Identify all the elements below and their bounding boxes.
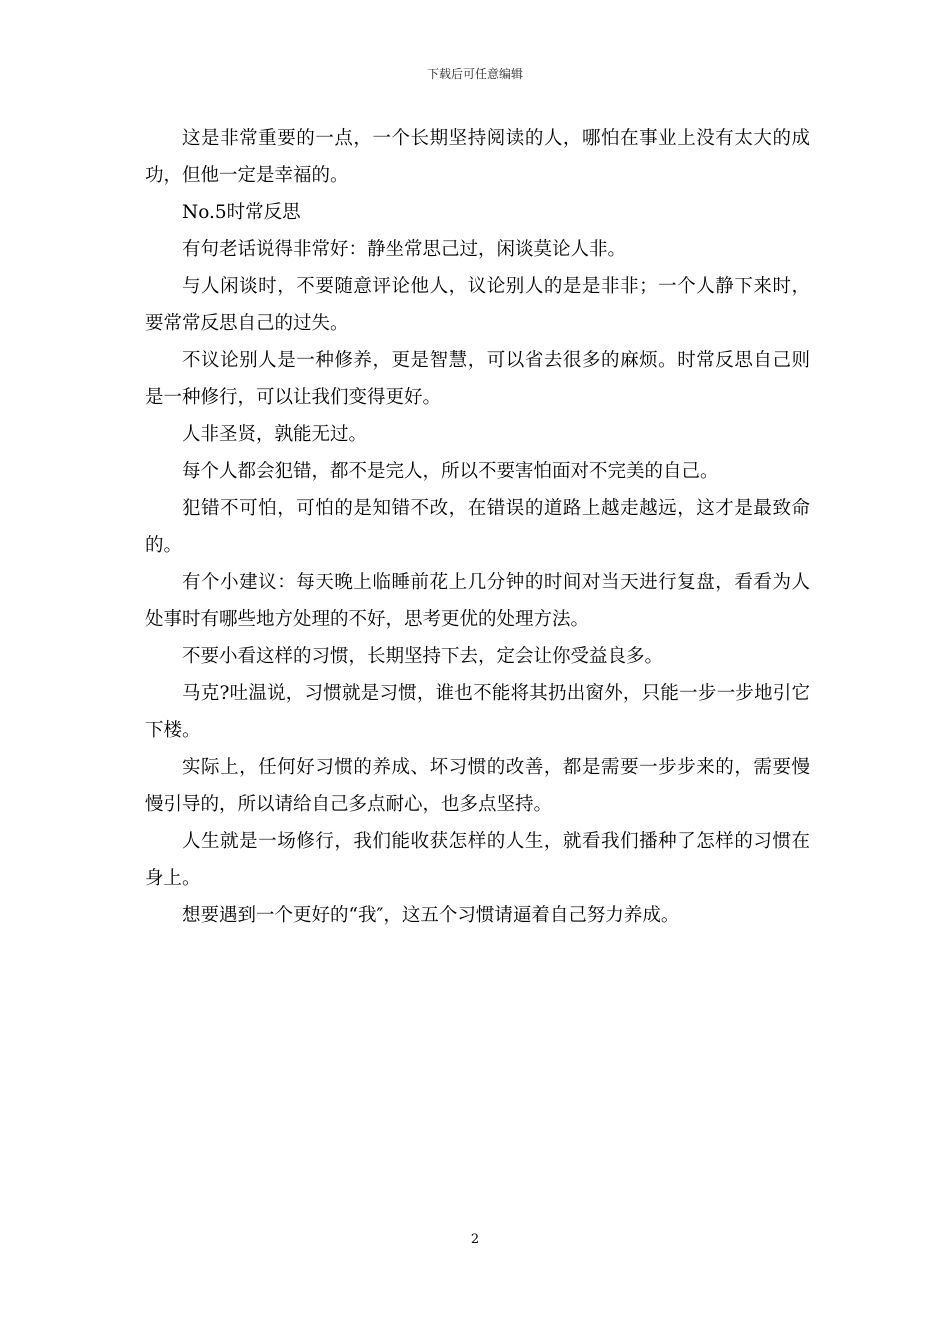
paragraph: 每个人都会犯错，都不是完人，所以不要害怕面对不完美的自己。 <box>182 461 719 482</box>
paragraph: 犯错不可怕，可怕的是知错不改，在错误的道路上越走越远，这才是最致命的。 <box>145 498 810 556</box>
paragraph: 与人闲谈时，不要随意评论他人，议论别人的是是非非；一个人静下来时，要常常反思自己的过失。 <box>145 276 810 334</box>
section-heading: No.5时常反思 <box>182 202 301 223</box>
paragraph: 人非圣贤，孰能无过。 <box>182 424 368 445</box>
paragraph: 有个小建议：每天晚上临睡前花上几分钟的时间对当天进行复盘，看看为人处事时有哪些地方处理的不好，思考更优的处理方法。 <box>145 572 810 630</box>
paragraph: 这是非常重要的一点，一个长期坚持阅读的人，哪怕在事业上没有太大的成功，但他一定是幸福的。 <box>145 128 810 186</box>
paragraph: 想要遇到一个更好的“我″，这五个习惯请逼着自己努力养成。 <box>182 905 680 926</box>
page-number: 2 <box>470 1232 480 1247</box>
paragraph: 有句老话说得非常好：静坐常思己过，闲谈莫论人非。 <box>182 239 627 260</box>
paragraph: 不议论别人是一种修养，更是智慧，可以省去很多的麻烦。时常反思自己则是一种修行，可以让我们变得更好。 <box>145 350 810 408</box>
page-header: 下载后可任意编辑 <box>426 67 523 81</box>
document-body <box>145 120 810 934</box>
paragraph: 马克?吐温说，习惯就是习惯，谁也不能将其扔出窗外，只能一步一步地引它下楼。 <box>145 683 810 741</box>
paragraph: 不要小看这样的习惯，长期坚持下去，定会让你受益良多。 <box>182 646 664 667</box>
paragraph: 实际上，任何好习惯的养成、坏习惯的改善，都是需要一步步来的，需要慢慢引导的，所以请给自己多点耐心，也多点坚持。 <box>145 757 810 815</box>
paragraph: 人生就是一场修行，我们能收获怎样的人生，就看我们播种了怎样的习惯在身上。 <box>145 831 810 889</box>
